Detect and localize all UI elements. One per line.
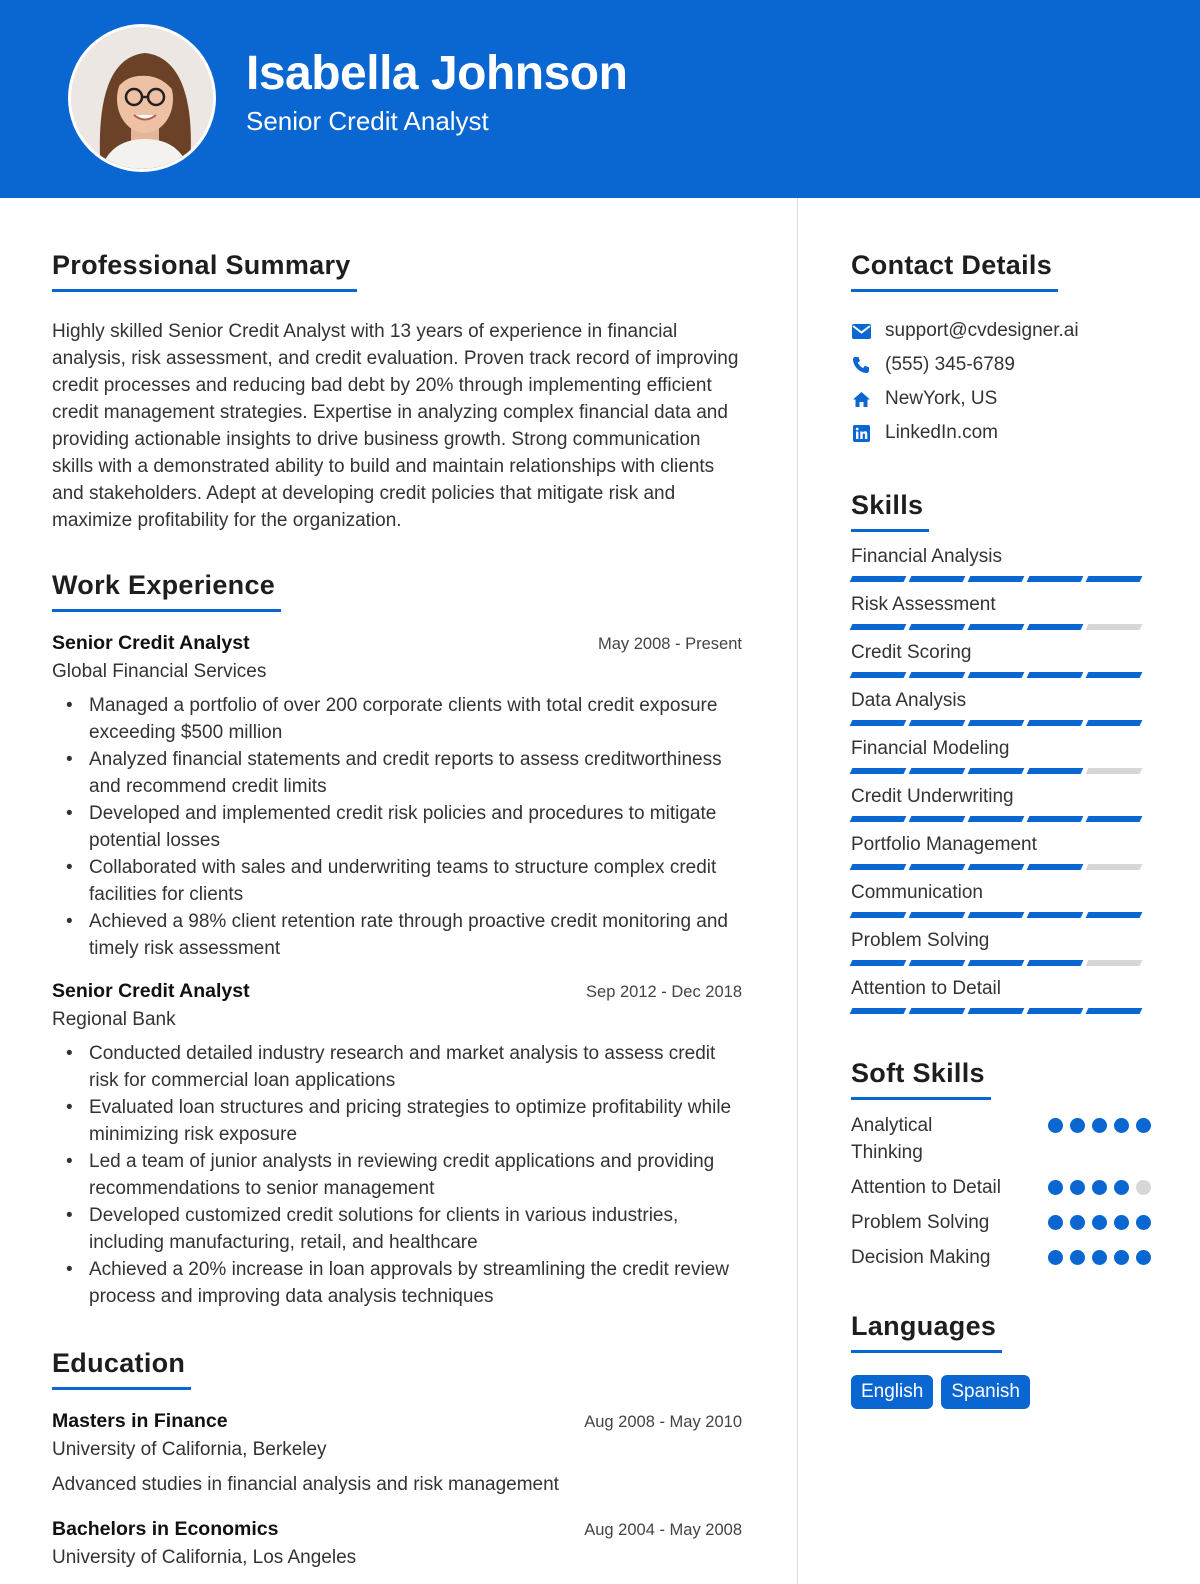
skill-rating-bar: [968, 864, 1025, 870]
skill-rating-bar: [909, 672, 966, 678]
soft-skill-item: [851, 1112, 1151, 1166]
soft-skill-rating-dot: [1114, 1180, 1129, 1195]
education-degree: Bachelors in Economics: [52, 1518, 279, 1540]
skill-rating-bar: [1027, 720, 1084, 726]
language-badge: English: [851, 1375, 933, 1409]
skill-rating-bar: [850, 960, 907, 966]
job-title: Senior Credit Analyst: [52, 632, 250, 654]
skill-name: Data Analysis: [851, 690, 967, 711]
skill-rating-bar: [1086, 1008, 1143, 1014]
skill-rating-bar: [1027, 816, 1084, 822]
soft-skill-rating-dot: [1070, 1118, 1085, 1133]
education-school: University of California, Berkeley: [52, 1439, 327, 1460]
soft-skill-name: Problem Solving: [851, 1212, 990, 1233]
contact-location-text: NewYork, US: [885, 388, 998, 409]
column-divider: [797, 198, 798, 1584]
contact-email-text: support@cvdesigner.ai: [885, 320, 1079, 341]
skills-section: [851, 490, 1151, 1014]
job-bullet: • Evaluated loan structures and pricing strategies to optimize profitability while minimizing risk exposure: [52, 1094, 742, 1148]
contact-section: [851, 250, 1151, 450]
skill-rating-bar: [1027, 576, 1084, 582]
job-title: Senior Credit Analyst: [52, 980, 250, 1002]
soft-skill-rating-dot: [1048, 1215, 1063, 1230]
skill-rating: [851, 816, 1151, 822]
job-bullet: • Developed and implemented credit risk policies and procedures to mitigate potential losses: [52, 800, 742, 854]
skill-rating: [851, 624, 1151, 630]
soft-skill-rating-dot: [1114, 1215, 1129, 1230]
avatar: [68, 24, 216, 172]
contact-phone-text: (555) 345-6789: [885, 354, 1015, 375]
job-bullets: [52, 1040, 742, 1310]
soft-skill-rating-dot: [1136, 1118, 1151, 1133]
education-description: Advanced studies in financial analysis and risk management: [52, 1474, 559, 1495]
job-header: [52, 980, 742, 1003]
skill-rating: [851, 768, 1151, 774]
skill-rating-bar: [909, 816, 966, 822]
soft-skill-rating-dot: [1092, 1180, 1107, 1195]
skill-item: [851, 786, 1151, 822]
soft-skill-rating-dot: [1048, 1180, 1063, 1195]
skill-name: Financial Modeling: [851, 738, 1010, 759]
skill-item: [851, 642, 1151, 678]
skill-rating-bar: [850, 576, 907, 582]
skill-rating-bar: [968, 624, 1025, 630]
education-item: [52, 1410, 742, 1496]
job-date: Sep 2012 - Dec 2018: [586, 983, 742, 1001]
skill-rating-bar: [968, 816, 1025, 822]
job-bullet: • Developed customized credit solutions for clients in various industries, including manufacturing, retail, and healthcare: [52, 1202, 742, 1256]
job-bullet: • Achieved a 20% increase in loan approvals by streamlining the credit review process and improving data analysis techniques: [52, 1256, 742, 1310]
skill-rating: [851, 672, 1151, 678]
skill-item: [851, 834, 1151, 870]
contact-email[interactable]: [851, 314, 1151, 348]
soft-skill-name: Attention to Detail: [851, 1177, 1001, 1198]
soft-skill-rating-dot: [1070, 1250, 1085, 1265]
section-title-education: Education: [52, 1348, 191, 1390]
skill-rating-bar: [1027, 960, 1084, 966]
skill-rating-bar: [850, 912, 907, 918]
languages-section: [851, 1311, 1151, 1409]
skill-rating-bar: [1027, 912, 1084, 918]
contact-linkedin-text: LinkedIn.com: [885, 422, 999, 443]
soft-skill-rating: [1048, 1180, 1151, 1195]
skill-rating-bar: [1027, 624, 1084, 630]
skill-rating-bar: [850, 864, 907, 870]
skill-rating-bar: [909, 1008, 966, 1014]
skill-rating-bar: [1086, 816, 1143, 822]
skill-item: [851, 594, 1151, 630]
skill-rating-bar: [909, 912, 966, 918]
job-item: [52, 980, 742, 1310]
skill-rating-bar: [909, 960, 966, 966]
skill-rating-bar: [968, 768, 1025, 774]
skill-name: Financial Analysis: [851, 546, 1003, 567]
job-company: Regional Bank: [52, 1009, 176, 1030]
skill-item: [851, 738, 1151, 774]
soft-skill-rating-dot: [1070, 1215, 1085, 1230]
experience-section: [52, 570, 742, 1310]
skill-name: Portfolio Management: [851, 834, 1037, 855]
skill-rating-bar: [968, 960, 1025, 966]
envelope-icon: [851, 321, 871, 341]
soft-skill-rating-dot: [1136, 1180, 1151, 1195]
candidate-title: Senior Credit Analyst: [246, 106, 489, 136]
skill-name: Credit Scoring: [851, 642, 972, 663]
skill-rating-bar: [968, 720, 1025, 726]
soft-skill-rating: [1048, 1118, 1151, 1133]
job-bullet: • Led a team of junior analysts in reviewing credit applications and providing recommendations to senior management: [52, 1148, 742, 1202]
contact-linkedin[interactable]: [851, 416, 1151, 450]
job-bullet: • Managed a portfolio of over 200 corporate clients with total credit exposure exceeding $500 million: [52, 692, 742, 746]
soft-skill-item: [851, 1174, 1151, 1201]
job-bullet: • Analyzed financial statements and credit reports to assess creditworthiness and recommend credit limits: [52, 746, 742, 800]
skill-rating-bar: [850, 816, 907, 822]
soft-skill-rating-dot: [1048, 1118, 1063, 1133]
job-bullet: • Achieved a 98% client retention rate through proactive credit monitoring and timely risk assessment: [52, 908, 742, 962]
skill-item: [851, 546, 1151, 582]
soft-skill-item: [851, 1209, 1151, 1236]
skill-rating-bar: [968, 912, 1025, 918]
sidebar-column: [851, 250, 1151, 1435]
linkedin-icon: [851, 423, 871, 443]
skill-name: Communication: [851, 882, 983, 903]
section-title-soft-skills: Soft Skills: [851, 1058, 991, 1100]
section-title-experience: Work Experience: [52, 570, 281, 612]
job-item: [52, 632, 742, 962]
soft-skill-rating-dot: [1092, 1215, 1107, 1230]
skill-rating-bar: [850, 768, 907, 774]
skill-rating-bar: [968, 672, 1025, 678]
education-section: [52, 1348, 742, 1569]
section-title-summary: Professional Summary: [52, 250, 357, 292]
section-title-skills: Skills: [851, 490, 929, 532]
skill-rating: [851, 912, 1151, 918]
language-badge: Spanish: [941, 1375, 1030, 1409]
skill-rating-bar: [909, 864, 966, 870]
main-column: [52, 250, 742, 1584]
skill-rating-bar: [1027, 1008, 1084, 1014]
soft-skill-rating-dot: [1114, 1118, 1129, 1133]
soft-skill-rating-dot: [1136, 1250, 1151, 1265]
skill-rating-bar: [1086, 768, 1143, 774]
education-school: University of California, Los Angeles: [52, 1547, 357, 1568]
education-date: Aug 2004 - May 2008: [584, 1521, 742, 1539]
skill-rating-bar: [909, 768, 966, 774]
contact-phone[interactable]: [851, 348, 1151, 382]
soft-skills-section: [851, 1058, 1151, 1271]
skill-rating: [851, 1008, 1151, 1014]
skill-name: Problem Solving: [851, 930, 990, 951]
skill-rating-bar: [909, 624, 966, 630]
soft-skill-rating-dot: [1092, 1250, 1107, 1265]
job-date: May 2008 - Present: [598, 635, 742, 653]
home-icon: [851, 389, 871, 409]
job-bullet: • Collaborated with sales and underwriting teams to structure complex credit facilities for clients: [52, 854, 742, 908]
skill-rating-bar: [909, 576, 966, 582]
skill-rating-bar: [1027, 768, 1084, 774]
skill-rating-bar: [909, 720, 966, 726]
soft-skill-rating-dot: [1136, 1215, 1151, 1230]
skill-rating: [851, 864, 1151, 870]
education-date: Aug 2008 - May 2010: [584, 1413, 742, 1431]
skill-rating-bar: [1086, 576, 1143, 582]
section-title-languages: Languages: [851, 1311, 1002, 1353]
skill-name: Risk Assessment: [851, 594, 996, 615]
contact-location: [851, 382, 1151, 416]
skill-rating: [851, 960, 1151, 966]
soft-skill-rating-dot: [1070, 1180, 1085, 1195]
job-company: Global Financial Services: [52, 661, 267, 682]
skill-item: [851, 882, 1151, 918]
skill-rating-bar: [1027, 672, 1084, 678]
soft-skill-item: [851, 1244, 1151, 1271]
skill-rating: [851, 576, 1151, 582]
candidate-name: Isabella Johnson: [246, 47, 628, 100]
education-item: [52, 1518, 742, 1569]
skill-name: Attention to Detail: [851, 978, 1001, 999]
summary-text: Highly skilled Senior Credit Analyst with 13 years of experience in financial analysis, risk assessment, and credit evaluation. Proven track record of improving credit processes and reducing bad debt by 20% through implementing efficient credit management strategies. Expertise in analyzing complex financial data and providing actionable insights to drive business growth. Strong communication skills with a demonstrated ability to build and maintain relationships with clients and stakeholders. Adept at developing credit policies that mitigate risk and maximize profitability for the organization.: [52, 321, 739, 531]
skill-item: [851, 930, 1151, 966]
soft-skill-rating-dot: [1114, 1250, 1129, 1265]
soft-skill-rating: [1048, 1215, 1151, 1230]
skill-name: Credit Underwriting: [851, 786, 1014, 807]
header-banner: [0, 0, 1200, 198]
skill-rating-bar: [1086, 720, 1143, 726]
soft-skill-rating-dot: [1048, 1250, 1063, 1265]
skill-rating-bar: [1027, 864, 1084, 870]
skill-rating-bar: [1086, 960, 1143, 966]
skill-rating-bar: [850, 672, 907, 678]
skill-rating-bar: [968, 1008, 1025, 1014]
skill-rating-bar: [850, 624, 907, 630]
summary-section: [52, 250, 742, 534]
skill-rating-bar: [1086, 864, 1143, 870]
job-bullet: • Conducted detailed industry research and market analysis to assess credit risk for commercial loan applications: [52, 1040, 742, 1094]
soft-skill-rating: [1048, 1250, 1151, 1265]
skill-rating-bar: [1086, 912, 1143, 918]
skill-rating-bar: [850, 1008, 907, 1014]
skill-rating: [851, 720, 1151, 726]
skill-item: [851, 690, 1151, 726]
education-degree: Masters in Finance: [52, 1410, 228, 1432]
skill-item: [851, 978, 1151, 1014]
skill-rating-bar: [1086, 624, 1143, 630]
soft-skill-rating-dot: [1092, 1118, 1107, 1133]
job-bullets: [52, 692, 742, 962]
skill-rating-bar: [850, 720, 907, 726]
skill-rating-bar: [968, 576, 1025, 582]
section-title-contact: Contact Details: [851, 250, 1058, 292]
soft-skill-name: Analytical Thinking: [851, 1115, 933, 1163]
phone-icon: [851, 355, 871, 375]
skill-rating-bar: [1086, 672, 1143, 678]
job-header: [52, 632, 742, 655]
soft-skill-name: Decision Making: [851, 1247, 991, 1268]
